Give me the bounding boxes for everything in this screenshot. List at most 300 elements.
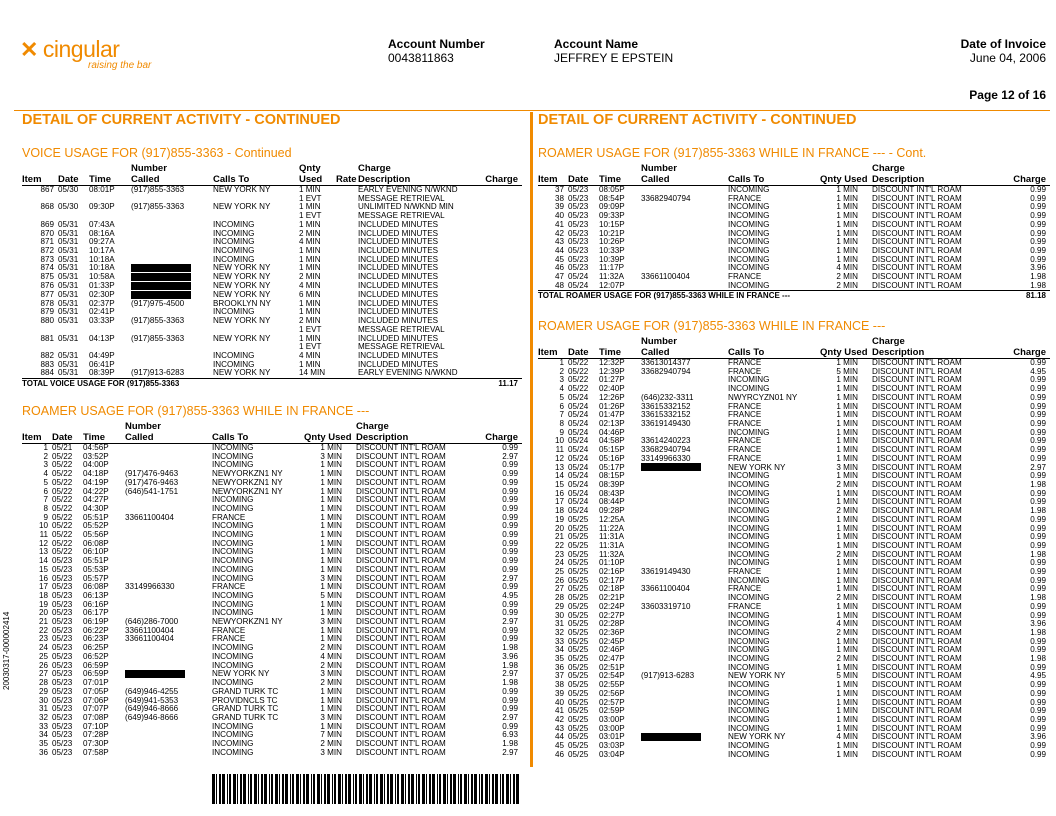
table-row (22, 300, 522, 309)
used-cell: 1 MIN (836, 637, 858, 646)
date-cell: 05/22 (52, 513, 73, 522)
date-cell: 05/31 (58, 369, 79, 378)
barcode-bar (405, 774, 406, 804)
charge-cell: 0.99 (1030, 446, 1046, 455)
used-cell: 4 MIN (836, 620, 858, 629)
table-row (22, 609, 522, 618)
time-cell: 02:47P (599, 655, 625, 664)
calls-to-cell: INCOMING (728, 576, 770, 585)
time-cell: 04:19P (83, 478, 109, 487)
date-cell: 05/22 (568, 376, 589, 385)
barcode-bar (468, 774, 469, 804)
table-row (538, 516, 1050, 525)
date-cell: 05/23 (568, 194, 589, 203)
table-row (22, 592, 522, 601)
used-cell: 1 MIN (320, 522, 342, 531)
item-cell: 38 (554, 681, 564, 690)
description-cell: DISCOUNT INT'L ROAM (356, 748, 446, 757)
table-row (22, 352, 522, 361)
calls-to-cell: INCOMING (728, 498, 770, 507)
description-cell: DISCOUNT INT'L ROAM (872, 594, 962, 603)
calls-to-cell: INCOMING (212, 740, 254, 749)
called-cell (125, 453, 212, 462)
barcode-bar (447, 774, 448, 804)
description-cell: INCLUDED MINUTES (358, 229, 439, 238)
calls-to-cell: INCOMING (728, 220, 770, 229)
description-cell: DISCOUNT INT'L ROAM (872, 463, 962, 472)
spacer-cell (346, 653, 356, 662)
called-cell: (649)941-5353 (125, 696, 179, 705)
side-document-code: 20030317-000002414 (2, 611, 11, 690)
calls-to-cell: INCOMING (728, 628, 770, 637)
description-cell: DISCOUNT INT'L ROAM (872, 515, 962, 524)
called-cell: 33613014377 (641, 358, 691, 367)
used-cell: 2 MIN (320, 740, 342, 749)
description-cell: DISCOUNT INT'L ROAM (872, 715, 962, 724)
description-cell: INCLUDED MINUTES (358, 220, 439, 229)
used-cell: 2 MIN (836, 628, 858, 637)
time-cell: 07:07P (83, 705, 109, 714)
called-cell (131, 247, 213, 256)
roamer2-head-charge: Charge (872, 336, 905, 347)
time-cell: 05:56P (83, 531, 109, 540)
item-cell: 11 (39, 531, 48, 540)
calls-to-cell: INCOMING (728, 750, 770, 759)
calls-to-cell: NEW YORK NY (728, 733, 786, 742)
table-row (22, 273, 522, 282)
item-cell: 14 (554, 472, 564, 481)
item-cell: 43 (554, 724, 564, 733)
table-row (538, 716, 1050, 725)
table-row (538, 525, 1050, 534)
used-cell: 5 MIN (836, 367, 858, 376)
time-cell: 10:18A (89, 255, 115, 264)
rate-cell (336, 300, 358, 309)
time-cell: 06:41P (89, 360, 115, 369)
used-cell: 1 MIN (299, 299, 321, 308)
description-cell: DISCOUNT INT'L ROAM (872, 568, 962, 577)
barcode-bar (227, 774, 228, 804)
time-cell: 01:10P (599, 559, 625, 568)
date-cell: 05/25 (568, 646, 589, 655)
time-cell: 08:44P (599, 498, 625, 507)
date-cell: 05/23 (568, 238, 589, 247)
date-cell: 05/25 (568, 541, 589, 550)
item-cell: 12 (554, 454, 564, 463)
charge-cell: 0.99 (1030, 707, 1046, 716)
voice-usage-subtitle: VOICE USAGE FOR (917)855-3363 - Continued (22, 146, 292, 160)
spacer-cell (346, 670, 356, 679)
description-cell: DISCOUNT INT'L ROAM (356, 609, 446, 618)
calls-to-cell: INCOMING (213, 351, 255, 360)
date-cell: 05/23 (52, 583, 73, 592)
called-cell: 33603319710 (641, 602, 691, 611)
barcode-bar (303, 774, 305, 804)
time-cell: 10:17A (89, 246, 115, 255)
date-cell: 05/24 (568, 454, 589, 463)
calls-to-cell: INCOMING (213, 229, 255, 238)
charge-cell: 4.95 (1030, 367, 1046, 376)
used-cell: 1 MIN (836, 750, 858, 759)
charge-cell: 0.99 (502, 705, 518, 714)
barcode-bar (387, 774, 389, 804)
spacer-cell (346, 714, 356, 723)
called-cell (125, 609, 212, 618)
charge-cell: 3.96 (1030, 733, 1046, 742)
calls-to-cell: INCOMING (728, 238, 770, 247)
charge-cell (471, 317, 522, 326)
description-cell: DISCOUNT INT'L ROAM (872, 498, 962, 507)
spacer-cell (346, 749, 356, 758)
date-cell: 05/23 (52, 609, 73, 618)
barcode-bar (471, 774, 473, 804)
time-cell: 11:22A (599, 524, 625, 533)
called-cell: 33615332152 (641, 411, 691, 420)
called-cell (641, 638, 728, 647)
item-cell: 43 (554, 238, 564, 247)
time-cell: 03:33P (89, 317, 115, 326)
spacer-cell (862, 559, 872, 568)
time-cell: 06:16P (83, 600, 109, 609)
calls-to-cell: INCOMING (728, 541, 770, 550)
calls-to-cell: INCOMING (212, 731, 254, 740)
used-cell: 1 MIN (320, 504, 342, 513)
barcode-bar (321, 774, 322, 804)
time-cell (89, 212, 131, 221)
table-row (538, 655, 1050, 664)
charge-cell: 2.97 (502, 713, 518, 722)
spacer-cell (862, 411, 872, 420)
date-cell: 05/24 (568, 411, 589, 420)
description-cell: DISCOUNT INT'L ROAM (872, 454, 962, 463)
roamer-cont-subtitle: ROAMER USAGE FOR (917)855-3363 WHILE IN FRANCE --- - Cont. (538, 146, 927, 160)
charge-cell (471, 361, 522, 370)
roamer-head-charge: Charge (356, 421, 389, 432)
date-cell: 05/25 (568, 533, 589, 542)
spacer-cell (862, 612, 872, 621)
date-cell: 05/23 (52, 635, 73, 644)
description-cell: DISCOUNT INT'L ROAM (356, 713, 446, 722)
charge-cell: 0.99 (1030, 220, 1046, 229)
item-cell: 22 (554, 541, 564, 550)
barcode-bar (450, 774, 452, 804)
table-row (22, 230, 522, 239)
calls-to-cell: INCOMING (728, 376, 770, 385)
date-cell: 05/31 (58, 264, 79, 273)
called-cell (641, 594, 728, 603)
voice-total-value: 11.17 (471, 379, 522, 390)
time-cell: 06:19P (83, 618, 109, 627)
time-cell: 02:46P (599, 646, 625, 655)
calls-to-cell: INCOMING (728, 480, 770, 489)
charge-cell: 0.99 (1030, 212, 1046, 221)
table-row (538, 733, 1050, 742)
date-cell (58, 212, 89, 221)
charge-cell: 4.95 (502, 591, 518, 600)
calls-to-cell: INCOMING (728, 428, 770, 437)
charge-cell: 0.99 (1030, 419, 1046, 428)
table-row (22, 714, 522, 723)
item-cell: 874 (40, 264, 54, 273)
charge-cell: 0.99 (502, 461, 518, 470)
calls-to-cell: INCOMING (212, 652, 254, 661)
date-cell: 05/31 (58, 282, 79, 291)
table-row (538, 751, 1050, 760)
spacer-cell (346, 557, 356, 566)
called-cell (641, 429, 728, 438)
account-number-label: Account Number (388, 37, 485, 51)
table-row (538, 186, 1050, 195)
used-cell: 4 MIN (299, 351, 321, 360)
time-cell: 03:03P (599, 742, 625, 751)
called-cell: (649)946-8666 (125, 705, 179, 714)
charge-cell (471, 212, 522, 221)
time-cell: 12:26P (599, 393, 625, 402)
charge-cell (471, 247, 522, 256)
calls-to-cell: INCOMING (212, 565, 254, 574)
charge-cell: 1.98 (502, 740, 518, 749)
account-name-label: Account Name (554, 37, 639, 51)
date-cell: 05/23 (52, 618, 73, 627)
spacer-cell (862, 403, 872, 412)
used-cell: 1 MIN (836, 376, 858, 385)
date-cell: 05/30 (58, 185, 79, 194)
calls-to-cell: NEW YORK NY (728, 463, 786, 472)
rate-cell (336, 230, 358, 239)
date-cell: 05/22 (52, 539, 73, 548)
calls-to-cell: INCOMING (728, 681, 770, 690)
barcode-bar (380, 774, 383, 804)
called-cell (125, 723, 212, 732)
called-cell (131, 308, 213, 317)
calls-to-cell: INCOMING (212, 679, 254, 688)
called-cell (641, 751, 728, 760)
spacer-cell (862, 507, 872, 516)
spacer-cell (862, 429, 872, 438)
called-cell: 33149966330 (641, 454, 691, 463)
spacer-cell (346, 662, 356, 671)
used-cell: 1 MIN (836, 419, 858, 428)
description-cell: INCLUDED MINUTES (358, 264, 439, 273)
item-cell: 41 (554, 220, 564, 229)
description-cell: DISCOUNT INT'L ROAM (872, 212, 962, 221)
used-cell: 1 MIN (320, 635, 342, 644)
time-cell: 06:10P (83, 548, 109, 557)
item-cell (22, 195, 58, 204)
spacer-cell (862, 437, 872, 446)
roamer-cont-head-charge: Charge (872, 163, 905, 174)
date-cell: 05/25 (568, 689, 589, 698)
charge-cell: 0.99 (1030, 358, 1046, 367)
called-cell: (649)946-4255 (125, 687, 179, 696)
calls-to-cell: INCOMING (728, 620, 770, 629)
barcode-bar (500, 774, 501, 804)
called-cell (641, 264, 728, 273)
time-cell: 05:53P (83, 565, 109, 574)
time-cell (89, 326, 131, 335)
charge-cell (471, 326, 522, 335)
used-cell: 1 MIN (299, 185, 321, 194)
calls-to-cell: NEW YORK NY (213, 185, 271, 194)
called-cell: 33661100404 (125, 513, 174, 522)
used-cell: 2 MIN (836, 655, 858, 664)
date-cell: 05/31 (58, 220, 79, 229)
date-cell (58, 343, 89, 352)
item-cell: 880 (40, 317, 54, 326)
barcode-bar (401, 774, 404, 804)
charge-cell: 1.98 (1030, 550, 1046, 559)
barcode-bar (489, 774, 490, 804)
spacer-cell (346, 548, 356, 557)
item-cell: 38 (554, 194, 564, 203)
table-row (22, 749, 522, 758)
time-cell: 02:36P (599, 628, 625, 637)
time-cell: 06:08P (83, 583, 109, 592)
date-cell: 05/23 (568, 220, 589, 229)
used-cell: 1 EVT (299, 212, 322, 221)
used-cell: 1 MIN (299, 308, 321, 317)
spacer-cell (862, 742, 872, 751)
calls-to-cell: FRANCE (728, 568, 762, 577)
charge-cell: 2.97 (502, 452, 518, 461)
charge-cell: 0.99 (502, 513, 518, 522)
barcode-bar (492, 774, 494, 804)
description-cell: DISCOUNT INT'L ROAM (872, 733, 962, 742)
table-row (538, 385, 1050, 394)
description-cell: DISCOUNT INT'L ROAM (872, 446, 962, 455)
used-cell: 1 MIN (836, 454, 858, 463)
calls-to-cell: BROOKLYN NY (213, 299, 271, 308)
table-row (538, 629, 1050, 638)
time-cell: 10:21P (599, 229, 625, 238)
charge-cell: 0.99 (502, 687, 518, 696)
item-cell: 31 (554, 620, 564, 629)
time-cell: 04:18P (83, 470, 109, 479)
used-cell: 2 MIN (836, 507, 858, 516)
spacer-cell (346, 444, 356, 453)
charge-cell: 0.99 (1030, 203, 1046, 212)
time-cell: 02:37P (89, 299, 115, 308)
charge-cell: 0.99 (1030, 611, 1046, 620)
called-cell (131, 256, 213, 265)
called-cell (641, 203, 728, 212)
charge-cell: 4.95 (1030, 672, 1046, 681)
barcode-bar (279, 774, 280, 804)
called-cell (125, 653, 212, 662)
calls-to-cell: INCOMING (728, 698, 770, 707)
used-cell: 1 MIN (320, 722, 342, 731)
roamer2-rows (538, 359, 1050, 760)
description-cell: INCLUDED MINUTES (358, 308, 439, 317)
spacer-cell (862, 733, 872, 742)
date-cell: 05/25 (568, 663, 589, 672)
charge-cell: 0.99 (502, 635, 518, 644)
table-row (22, 653, 522, 662)
item-cell: 5 (43, 478, 48, 487)
called-cell: 33619149430 (641, 419, 691, 428)
called-cell: 33661100404 (125, 626, 174, 635)
called-cell (125, 679, 212, 688)
rate-cell (336, 308, 358, 317)
charge-cell: 0.99 (1030, 681, 1046, 690)
date-cell: 05/23 (568, 212, 589, 221)
table-row (538, 507, 1050, 516)
time-cell: 04:27P (83, 496, 109, 505)
description-cell: MESSAGE RETRIEVAL (358, 194, 445, 203)
spacer-cell (862, 577, 872, 586)
redaction-box (131, 291, 191, 299)
time-cell: 02:18P (599, 585, 625, 594)
calls-to-cell: NEWYORKZN1 NY (212, 618, 283, 627)
calls-to-cell: INCOMING (212, 722, 254, 731)
date-cell: 05/23 (568, 246, 589, 255)
item-cell: 41 (554, 707, 564, 716)
barcode-bar (429, 774, 431, 804)
calls-to-cell: INCOMING (212, 661, 254, 670)
called-cell: 33149966330 (125, 583, 175, 592)
item-cell: 7 (43, 496, 48, 505)
date-cell: 05/23 (52, 574, 73, 583)
date-cell: 05/23 (52, 687, 73, 696)
time-cell: 12:07P (599, 281, 625, 290)
time-cell: 07:05P (83, 687, 109, 696)
barcode-bar (219, 774, 221, 804)
used-cell: 1 MIN (836, 428, 858, 437)
called-cell (125, 592, 212, 601)
voice-usage-table (22, 163, 522, 389)
date-cell: 05/22 (52, 470, 73, 479)
description-cell: DISCOUNT INT'L ROAM (356, 679, 446, 688)
used-cell: 1 MIN (836, 559, 858, 568)
item-cell: 35 (554, 655, 564, 664)
description-cell: DISCOUNT INT'L ROAM (872, 264, 962, 273)
time-cell: 02:56P (599, 689, 625, 698)
spacer-cell (862, 221, 872, 230)
table-row (22, 635, 522, 644)
date-cell (58, 326, 89, 335)
calls-to-cell: FRANCE (212, 513, 246, 522)
time-cell: 02:17P (599, 576, 625, 585)
description-cell: DISCOUNT INT'L ROAM (872, 611, 962, 620)
charge-cell: 0.99 (1030, 576, 1046, 585)
table-row (22, 540, 522, 549)
used-cell: 1 MIN (299, 334, 321, 343)
charge-cell: 1.98 (502, 679, 518, 688)
table-row (538, 411, 1050, 420)
charge-cell: 0.99 (502, 722, 518, 731)
called-cell (125, 566, 212, 575)
called-cell (125, 505, 212, 514)
called-cell (131, 195, 213, 204)
charge-cell: 0.99 (1030, 454, 1046, 463)
calls-to-cell: INCOMING (728, 203, 770, 212)
calls-to-cell: INCOMING (728, 646, 770, 655)
time-cell: 06:25P (83, 644, 109, 653)
item-cell: 20 (554, 524, 564, 533)
barcode-bar (292, 774, 294, 804)
charge-cell: 0.99 (502, 626, 518, 635)
account-number-block (388, 37, 485, 65)
time-cell: 02:59P (599, 707, 625, 716)
spacer-cell (346, 644, 356, 653)
table-row (538, 612, 1050, 621)
item-cell: 13 (38, 548, 48, 557)
calls-to-cell: GRAND TURK TC (212, 713, 279, 722)
called-cell (641, 282, 728, 291)
time-cell: 07:01P (83, 679, 109, 688)
called-cell (641, 238, 728, 247)
date-cell: 05/31 (58, 290, 79, 299)
